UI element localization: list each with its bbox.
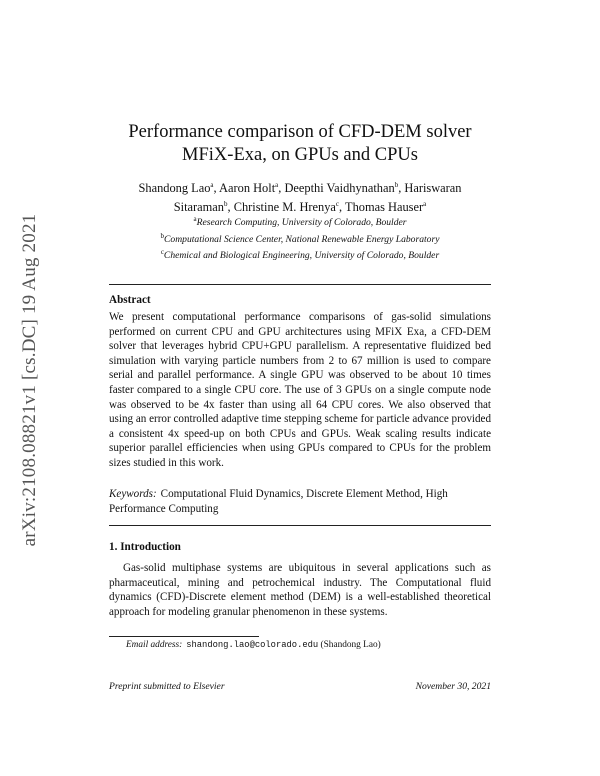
affiliation-mark: a [193,215,197,223]
preprint-note: Preprint submitted to Elsevier [109,681,225,692]
section-heading: 1. Introduction [109,541,181,553]
affiliation-text: Chemical and Biological Engineering, University of Colorado, Boulder [163,250,440,262]
affiliation-list [100,213,500,263]
affiliation-text: Research Computing, University of Colorado, Boulder [196,217,407,229]
abstract-top-rule [109,284,491,285]
affiliation-line [100,213,500,230]
keywords-label: Keywords: [109,488,157,500]
abstract-bottom-rule [109,525,491,526]
keywords [109,487,491,516]
affiliation-text: Computational Science Center, National Renewable Energy Laboratory [164,233,440,245]
footnote-rule [109,636,259,637]
author-name: Christine M. Hrenya [233,200,336,215]
author-affiliation-mark: a [210,181,214,189]
affiliation-line [100,230,500,247]
footnote-name: (Shandong Lao) [320,640,381,650]
author-affiliation-mark: a [275,181,279,189]
author-affiliation-mark: c [335,200,340,209]
abstract-heading: Abstract [109,294,151,306]
footnote [126,640,381,650]
author-name: Aaron Holt [219,181,276,196]
author-name: Deepthi Vaidhynathan [284,181,395,196]
author-name: Thomas Hauser [345,200,424,215]
author-affiliation-mark: a [423,200,427,209]
keywords-text: Computational Fluid Dynamics, Discrete Element Method, High Performance Computing [109,488,448,515]
arxiv-stamp-text: arXiv:2108.08821v1 [cs.DC] 19 Aug 2021 [19,213,40,547]
affiliation-line [100,246,500,263]
section-text: Gas-solid multiphase systems are ubiquitous in several applications such as pharmaceutical, mining and petrochemical industry. The Computational fluid dynamics (CFD)-Discrete element method (DEM) is a well-established theoretical approach for modeling granular phenomenon in these systems. [109,562,491,618]
arxiv-stamp [15,200,45,560]
author-name: Shandong Lao [138,181,211,196]
author-affiliation-mark: b [224,200,228,209]
title-line-2: MFiX-Exa, on GPUs and CPUs [182,145,418,165]
abstract-text: We present computational performance comparisons of gas-solid simulations performed on current CPU and GPU architectures using MFiX Exa, a CFD-DEM solver that leverages hybrid CPU+GPU parallelism. A representative fluidized bed simulation with varying particle numbers from 2 to 67 million is used to compare serial and parallel performance. A single GPU was observed to be about 10 times faster compared to a single CPU core. The use of 3 GPUs on a single compute node was observed to be 4x faster than using all 64 CPU cores. We also observed that using an error controlled adaptive time stepping scheme for particle advance provided a consistent 4x speed-up on both CPUs and GPUs. Weak scaling results indicate superior parallel efficiencies when using GPUs compared to CPUs for the problem sizes studied in this work. [109,311,491,469]
title-line-1: Performance comparison of CFD-DEM solver [128,122,472,142]
author-name: Hariswaran Sitaraman [173,181,462,215]
footnote-email[interactable]: shandong.lao@colorado.edu [186,640,319,650]
affiliation-mark: c [160,248,164,257]
author-list: Shandong Lao$^a$, Aaron Holt$^a$, Deepthi Vaidhynathan$^b$, Hariswaran Sitaraman$^b$, Christine M. Hrenya$^c$, Thomas Hauser$^a$ [138,181,462,215]
preprint-date: November 30, 2021 [415,681,491,692]
affiliation-mark: b [160,231,165,240]
footnote-label: Email address: [126,640,183,650]
paper-title [100,121,500,167]
author-affiliation-mark: b [394,181,399,189]
